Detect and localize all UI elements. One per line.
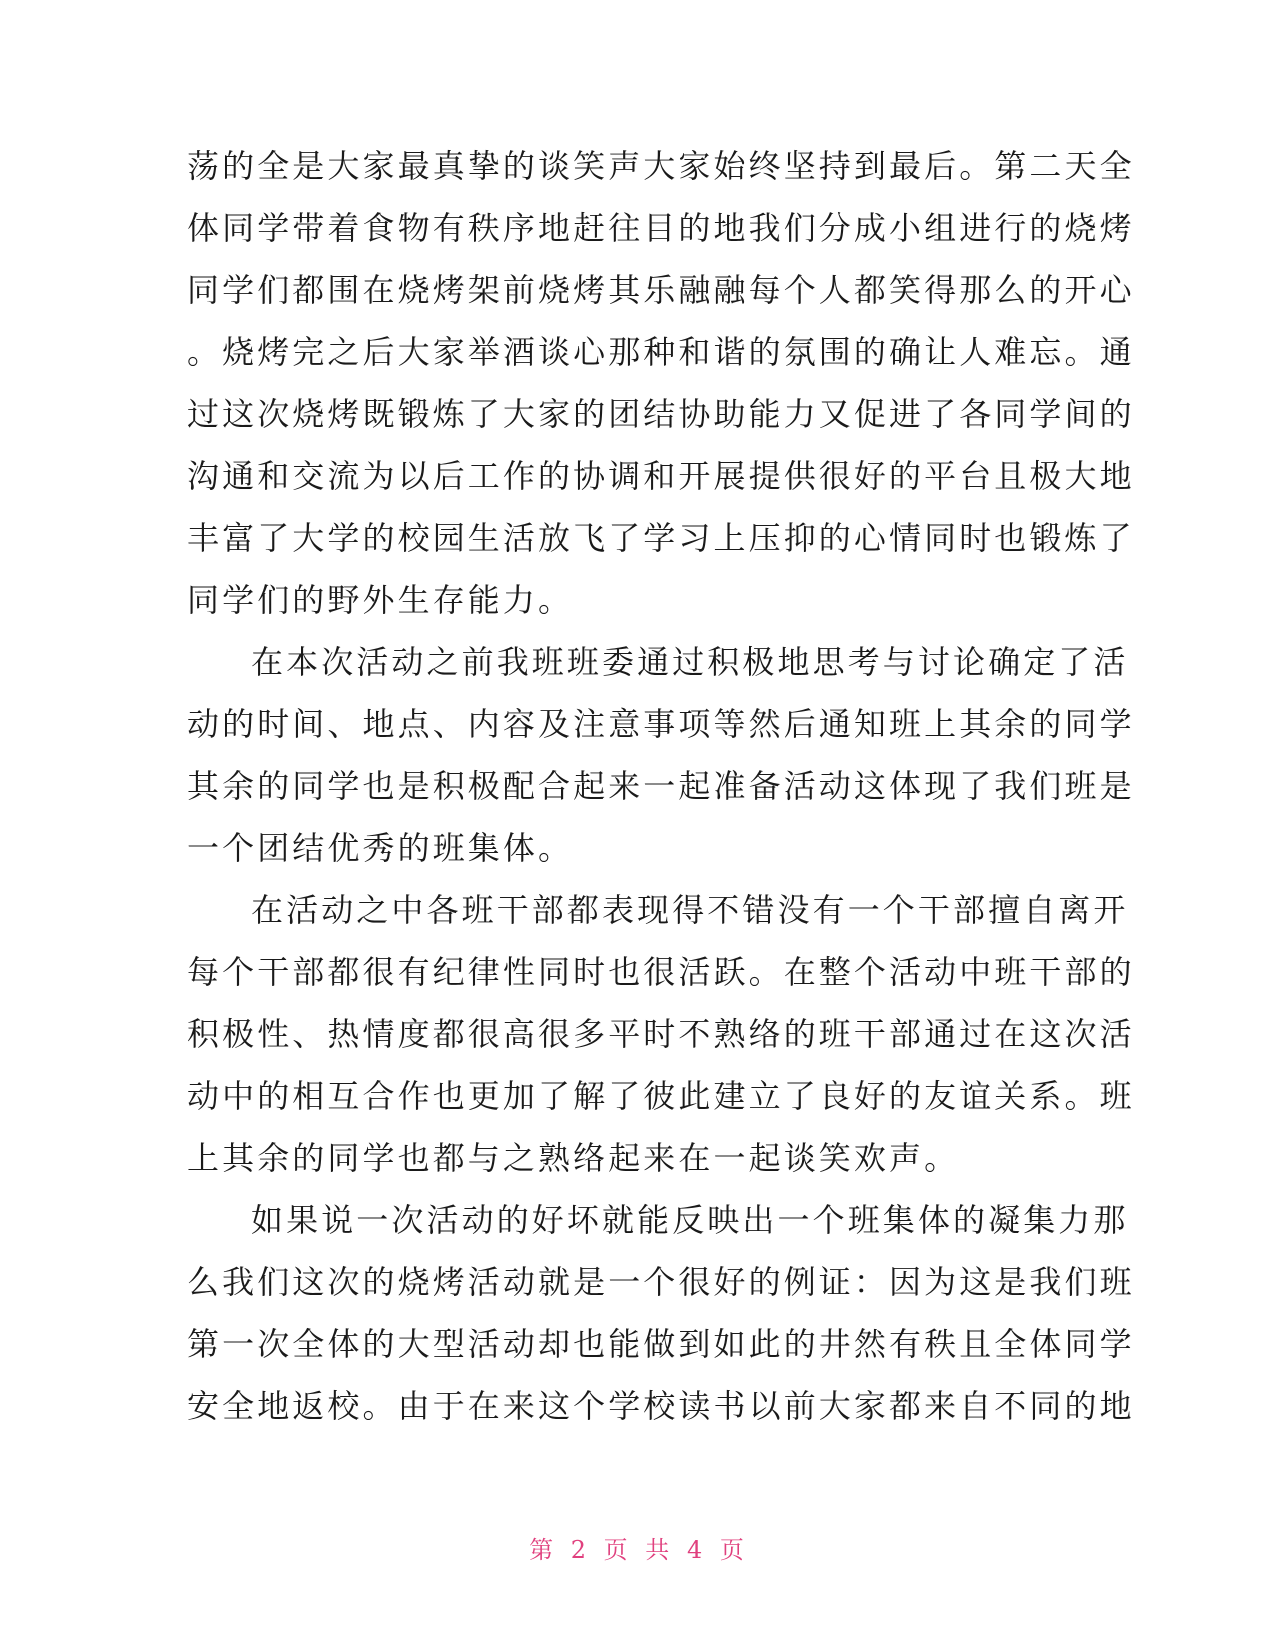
paragraph-1 (187, 135, 1135, 631)
text-line: 积极性、热情度都很高很多平时不熟络的班干部通过在这次活 (187, 1015, 1135, 1053)
paragraph-3 (187, 879, 1135, 1189)
text-line: 动的时间、地点、内容及注意事项等然后通知班上其余的同学 (187, 705, 1135, 743)
text-line: 每个干部都很有纪律性同时也很活跃。在整个活动中班干部的 (187, 953, 1135, 991)
text-line: 过这次烧烤既锻炼了大家的团结协助能力又促进了各同学间的 (187, 395, 1135, 433)
text-line: 在本次活动之前我班班委通过积极地思考与讨论确定了活 (251, 643, 1129, 681)
text-line: 沟通和交流为以后工作的协调和开展提供很好的平台且极大地 (187, 457, 1135, 495)
paragraph-4 (187, 1189, 1135, 1437)
paragraph-2 (187, 631, 1135, 879)
text-line: 如果说一次活动的好坏就能反映出一个班集体的凝集力那 (251, 1201, 1129, 1239)
text-line: 体同学带着食物有秩序地赶往目的地我们分成小组进行的烧烤 (187, 209, 1135, 247)
text-line: 丰富了大学的校园生活放飞了学习上压抑的心情同时也锻炼了 (187, 519, 1135, 557)
text-line: 动中的相互合作也更加了解了彼此建立了良好的友谊关系。班 (187, 1077, 1135, 1115)
text-line: 上其余的同学也都与之熟络起来在一起谈笑欢声。 (187, 1139, 960, 1177)
text-line: 安全地返校。由于在来这个学校读书以前大家都来自不同的地 (187, 1387, 1135, 1425)
text-line: 。烧烤完之后大家举酒谈心那种和谐的氛围的确让人难忘。通 (187, 333, 1135, 371)
document-body (187, 135, 1135, 1437)
page-number-footer: 第 2 页 共 4 页 (529, 1536, 746, 1564)
text-line: 在活动之中各班干部都表现得不错没有一个干部擅自离开 (251, 891, 1129, 929)
text-line: 么我们这次的烧烤活动就是一个很好的例证：因为这是我们班 (187, 1263, 1135, 1301)
text-line: 同学们的野外生存能力。 (187, 581, 574, 619)
text-line: 同学们都围在烧烤架前烧烤其乐融融每个人都笑得那么的开心 (187, 271, 1135, 309)
text-line: 荡的全是大家最真挚的谈笑声大家始终坚持到最后。第二天全 (187, 147, 1135, 185)
text-line: 一个团结优秀的班集体。 (187, 829, 574, 867)
text-line: 其余的同学也是积极配合起来一起准备活动这体现了我们班是 (187, 767, 1135, 805)
text-line: 第一次全体的大型活动却也能做到如此的井然有秩且全体同学 (187, 1325, 1135, 1363)
